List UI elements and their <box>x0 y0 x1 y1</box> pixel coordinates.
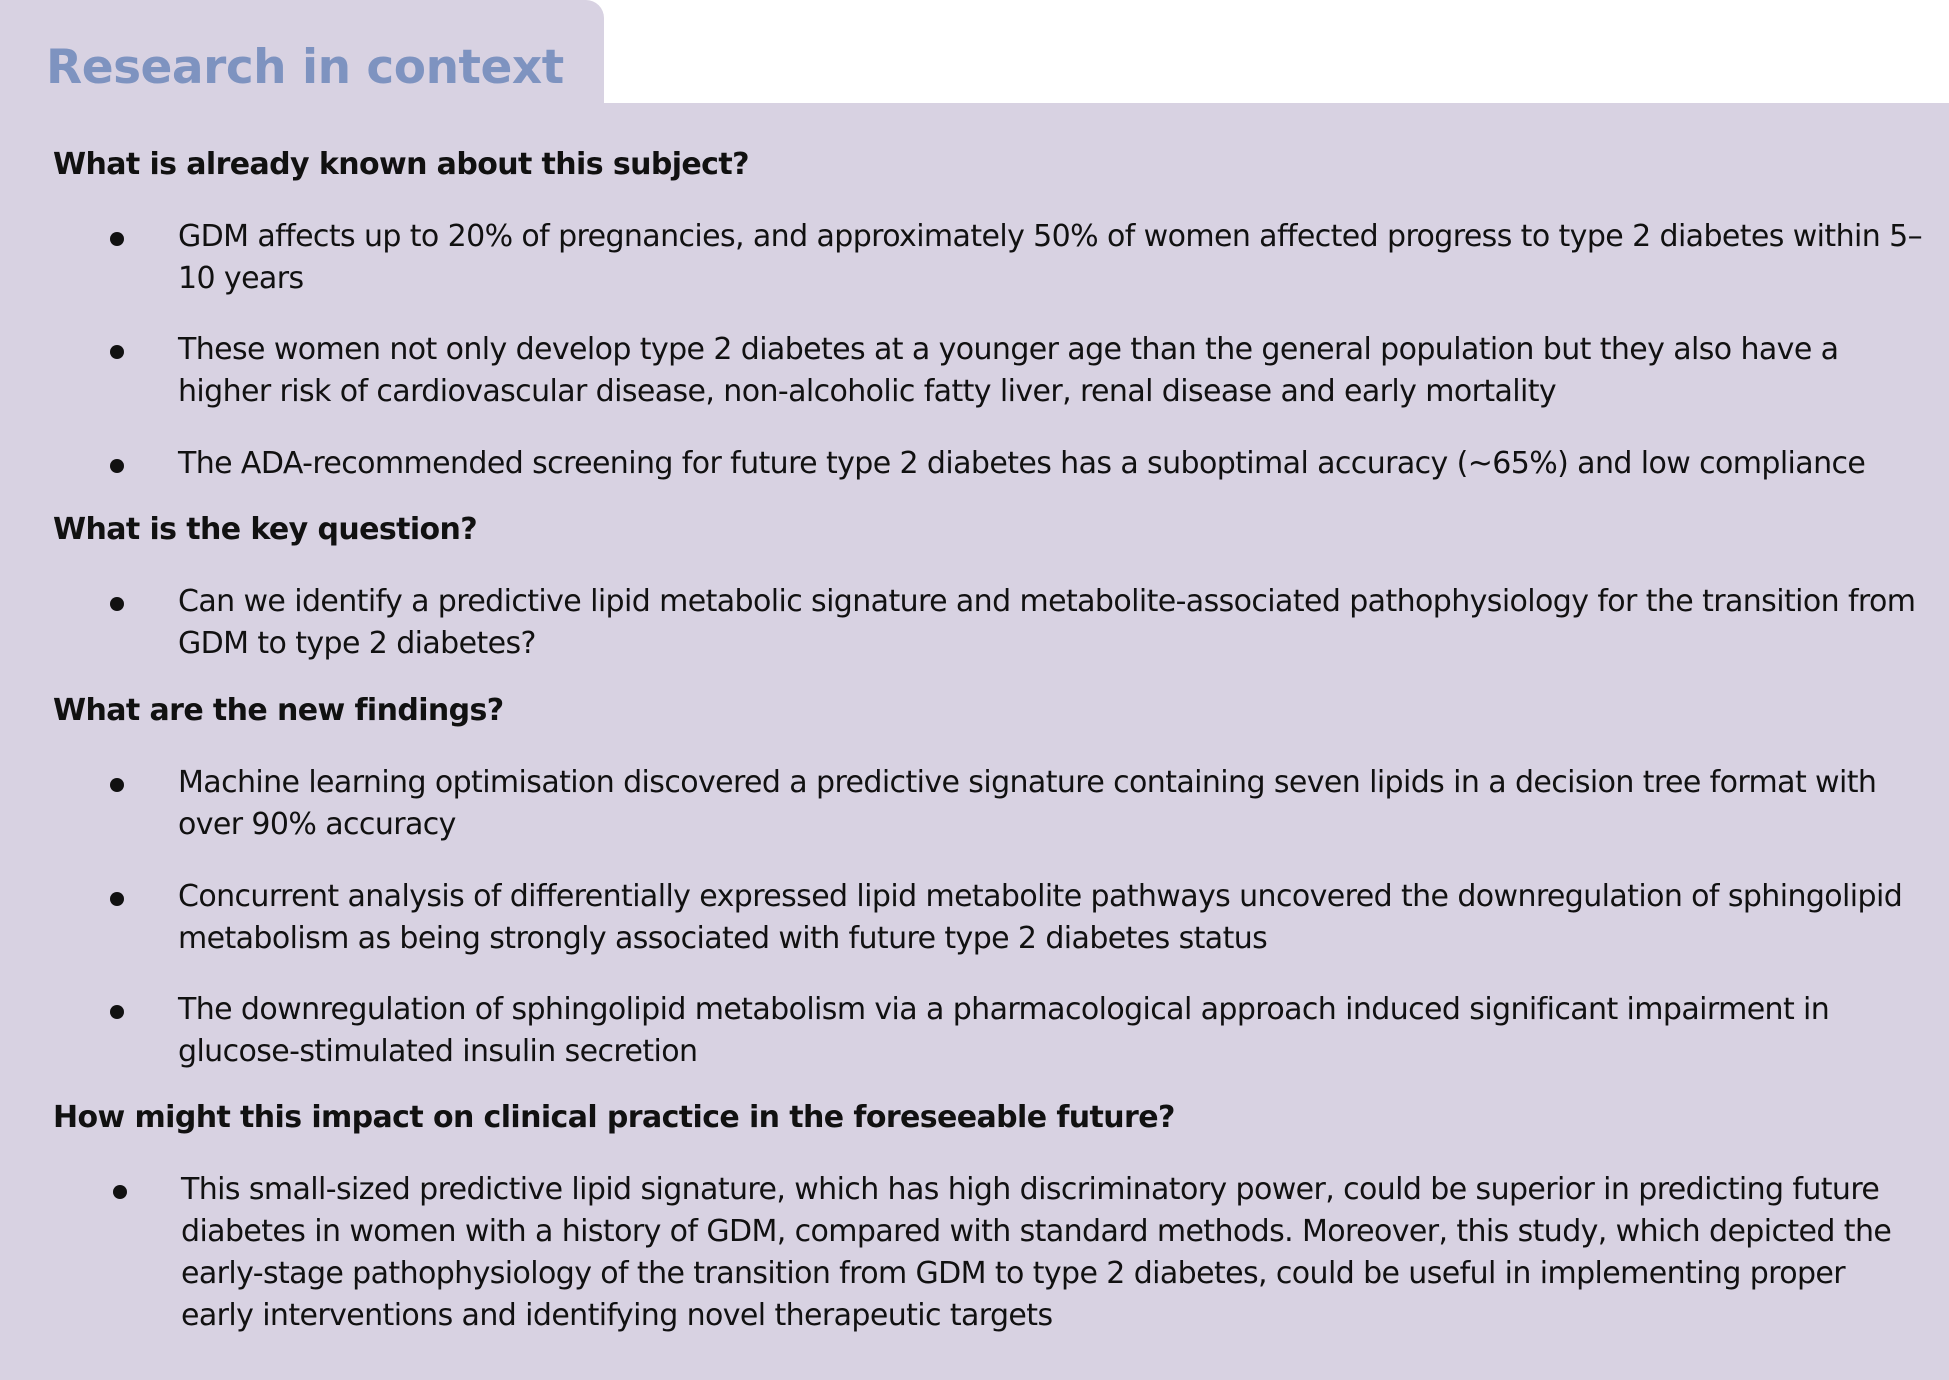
bullet-dot-icon <box>110 232 124 246</box>
bullet-dot-icon <box>110 778 124 792</box>
page-title: Research in context <box>46 40 564 95</box>
bullet-text: The downregulation of sphingolipid metabolism via a pharmacological approach induced significant impairment in glucose-stimulated insulin secretion <box>178 992 1830 1069</box>
header-tab <box>0 0 604 112</box>
section-heading-clinical-impact: How might this impact on clinical practice in the foreseeable future? <box>53 1100 1175 1135</box>
section-heading-known: What is already known about this subject? <box>53 147 749 182</box>
bullet-text: Machine learning optimisation discovered a predictive signature containing seven lipids in a decision tree format with over 90% accuracy <box>178 765 1877 842</box>
bullet-dot-icon <box>110 597 124 611</box>
research-context-box <box>0 103 1949 1380</box>
section-heading-new-findings: What are the new findings? <box>53 693 504 728</box>
bullet-dot-icon <box>110 459 124 473</box>
bullet-text: This small-sized predictive lipid signature, which has high discriminatory power, could be superior in predicting future diabetes in women with a history of GDM, compared with standard methods. Moreover, this study, which depicted the early-stage pathophysiology of the transition from GDM to type 2 diabetes, could be useful in implementing proper early interventions and identifying novel therapeutic targets <box>181 1172 1892 1333</box>
bullet-text: GDM affects up to 20% of pregnancies, and approximately 50% of women affected progress to type 2 diabetes within 5–10 years <box>178 219 1922 296</box>
section-heading-key-question: What is the key question? <box>53 512 478 547</box>
bullet-dot-icon <box>110 1005 124 1019</box>
bullet-text: Can we identify a predictive lipid metabolic signature and metabolite-associated pathophysiology for the transition from GDM to type 2 diabetes? <box>178 584 1916 661</box>
bullet-dot-icon <box>110 345 124 359</box>
bullet-dot-icon <box>110 892 124 906</box>
bullet-text: These women not only develop type 2 diabetes at a younger age than the general population but they also have a higher risk of cardiovascular disease, non-alcoholic fatty liver, renal disease and early mortality <box>178 332 1839 409</box>
bullet-text: The ADA-recommended screening for future type 2 diabetes has a suboptimal accuracy (~65%) and low compliance <box>178 446 1866 481</box>
bullet-dot-icon <box>113 1185 127 1199</box>
bullet-text: Concurrent analysis of differentially expressed lipid metabolite pathways uncovered the downregulation of sphingolipid metabolism as being strongly associated with future type 2 diabetes status <box>178 879 1903 956</box>
